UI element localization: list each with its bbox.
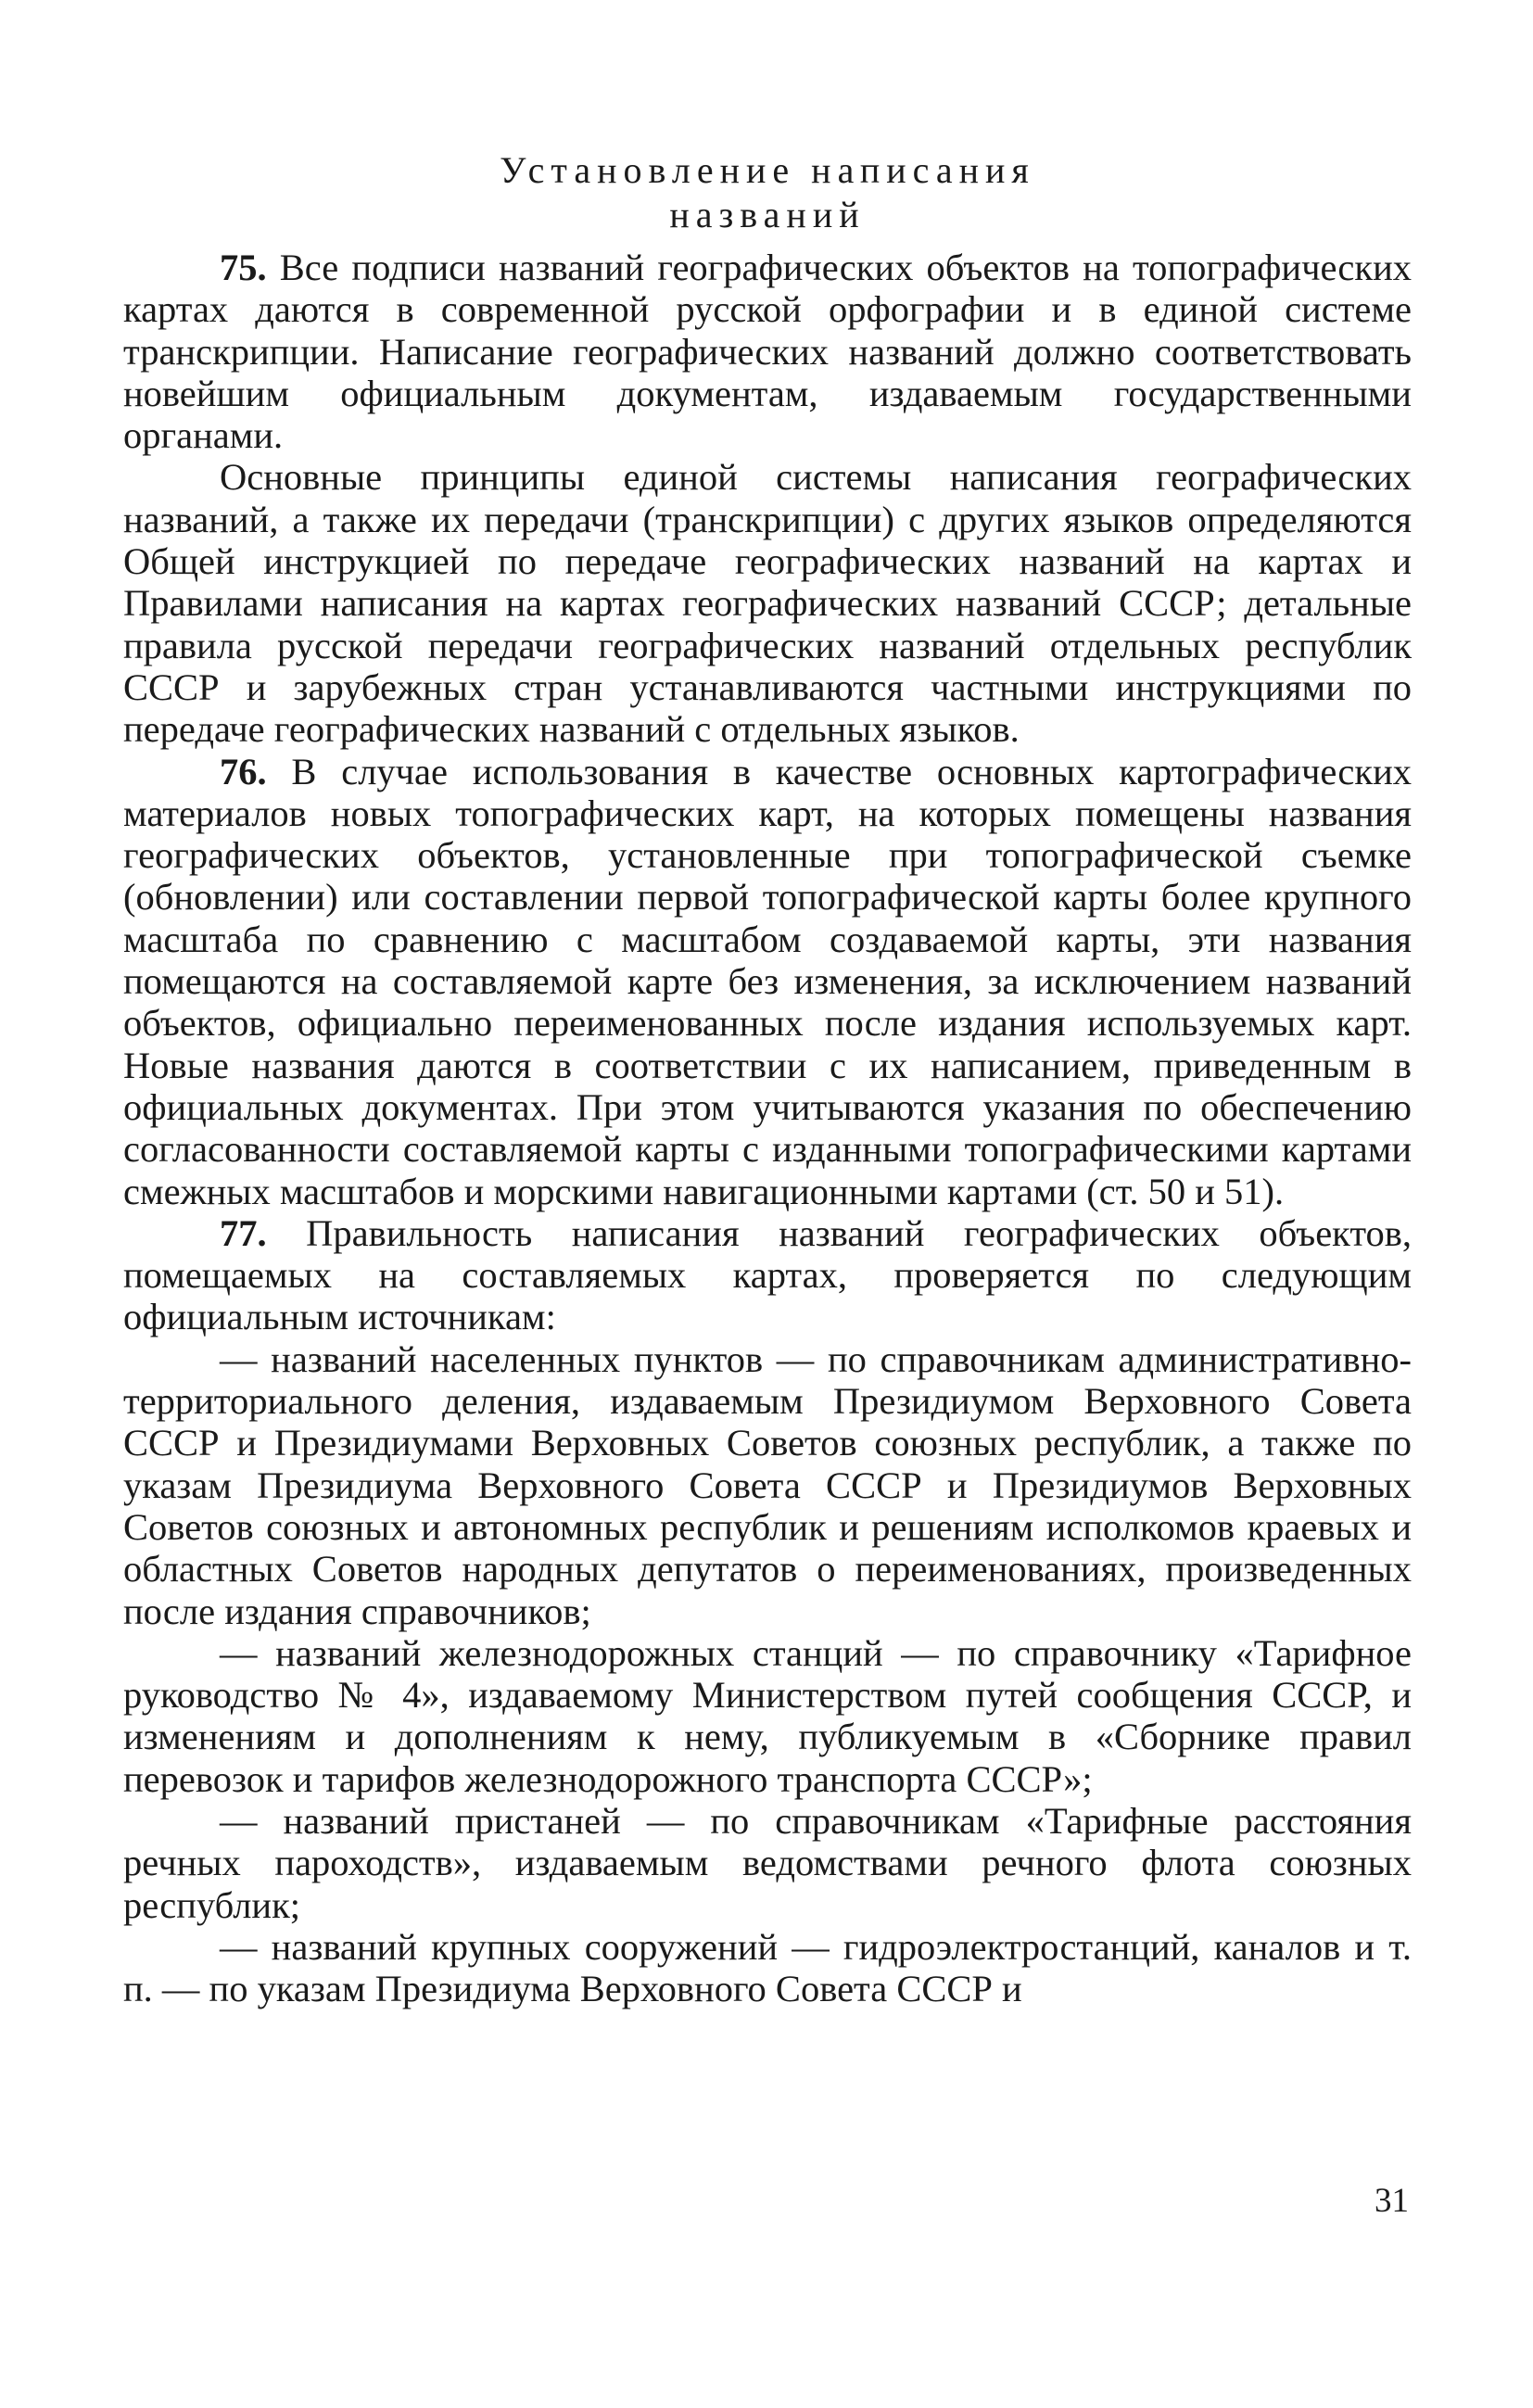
list-item-piers: — названий пристаней — по справочникам «Тарифные расстояния речных пароходств», издаваемым ведомствами речного флота союзных республик; [123, 1799, 1412, 1926]
list-item-settlements: — названий населенных пунктов — по справочникам административно-территориального деления, издаваемым Президиумом Верховного Совета СССР и Президиумами Верховных Советов союзных республик, а также по указам Президиума Верховного Совета СССР и Президиумов Верховных Советов союзных и автономных республик и решениям исполкомов краевых и областных Советов народных депутатов о переименованиях, произведенных после издания справочников; [123, 1337, 1412, 1632]
paragraph-text: В случае использования в качестве основных картографических материалов новых топографических карт, на которых помещены названия географических объектов, установленные при топографической съемке (обновлении) или составлении первой топографической карты более крупного масштаба по сравнению с масштабом создаваемой карты, эти названия помещаются на составляемой карте без изменения, за исключением названий объектов, официально переименованных после издания используемых карт. Новые названия даются в соответствии с их написанием, приведенным в официальных документах. При этом учитываются указания по обеспечению согласованности составляемой карты с изданными топографическими картами смежных масштабов и морскими навигационными картами (ст. 50 и 51). [123, 750, 1412, 1212]
heading-line-2: названий [669, 194, 866, 235]
paragraph-75 [123, 247, 1412, 456]
list-item-railway-stations: — названий железнодорожных станций — по справочнику «Тарифное руководство № 4», издаваемому Министерством путей сообщения СССР, и изменениям и дополнениям к нему, публикуемым в «Сборнике правил перевозок и тарифов железнодорожного транспорта СССР»; [123, 1631, 1412, 1800]
list-item-structures: — названий крупных сооружений — гидроэлектростанций, каналов и т. п. — по указам Президиума Верховного Совета СССР и [123, 1925, 1412, 2010]
paragraph-75-continued [123, 456, 1412, 750]
paragraph-76 [123, 751, 1412, 1212]
paragraph-number: 76. [220, 750, 267, 792]
paragraph-text: Все подписи названий географических объектов на топографических картах даются в современной русской орфографии и в единой системе транскрипции. Написание географических названий должно соответствовать новейшим официальным документам, издаваемым государственными органами. [123, 247, 1412, 457]
section-heading [123, 148, 1412, 237]
paragraph-77 [123, 1212, 1412, 1338]
paragraph-text: Основные принципы единой системы написания географических названий, а также их передачи (транскрипции) с других языков определяются Общей инструкцией по передаче географических названий на картах и Правилами написания на картах географических названий СССР; детальные правила русской передачи географических названий отдельных республик СССР и зарубежных стран устанавливаются частными инструкциями по передаче географических названий с отдельных языков. [123, 456, 1412, 751]
page-content [123, 148, 1412, 2009]
page-number: 31 [1375, 2182, 1409, 2220]
heading-line-1: Установление написания [500, 149, 1035, 191]
paragraph-number: 75. [220, 247, 267, 288]
paragraph-number: 77. [220, 1211, 267, 1254]
paragraph-text: Правильность написания названий географических объектов, помещаемых на составляемых картах, проверяется по следующим официальным источникам: [123, 1211, 1412, 1338]
